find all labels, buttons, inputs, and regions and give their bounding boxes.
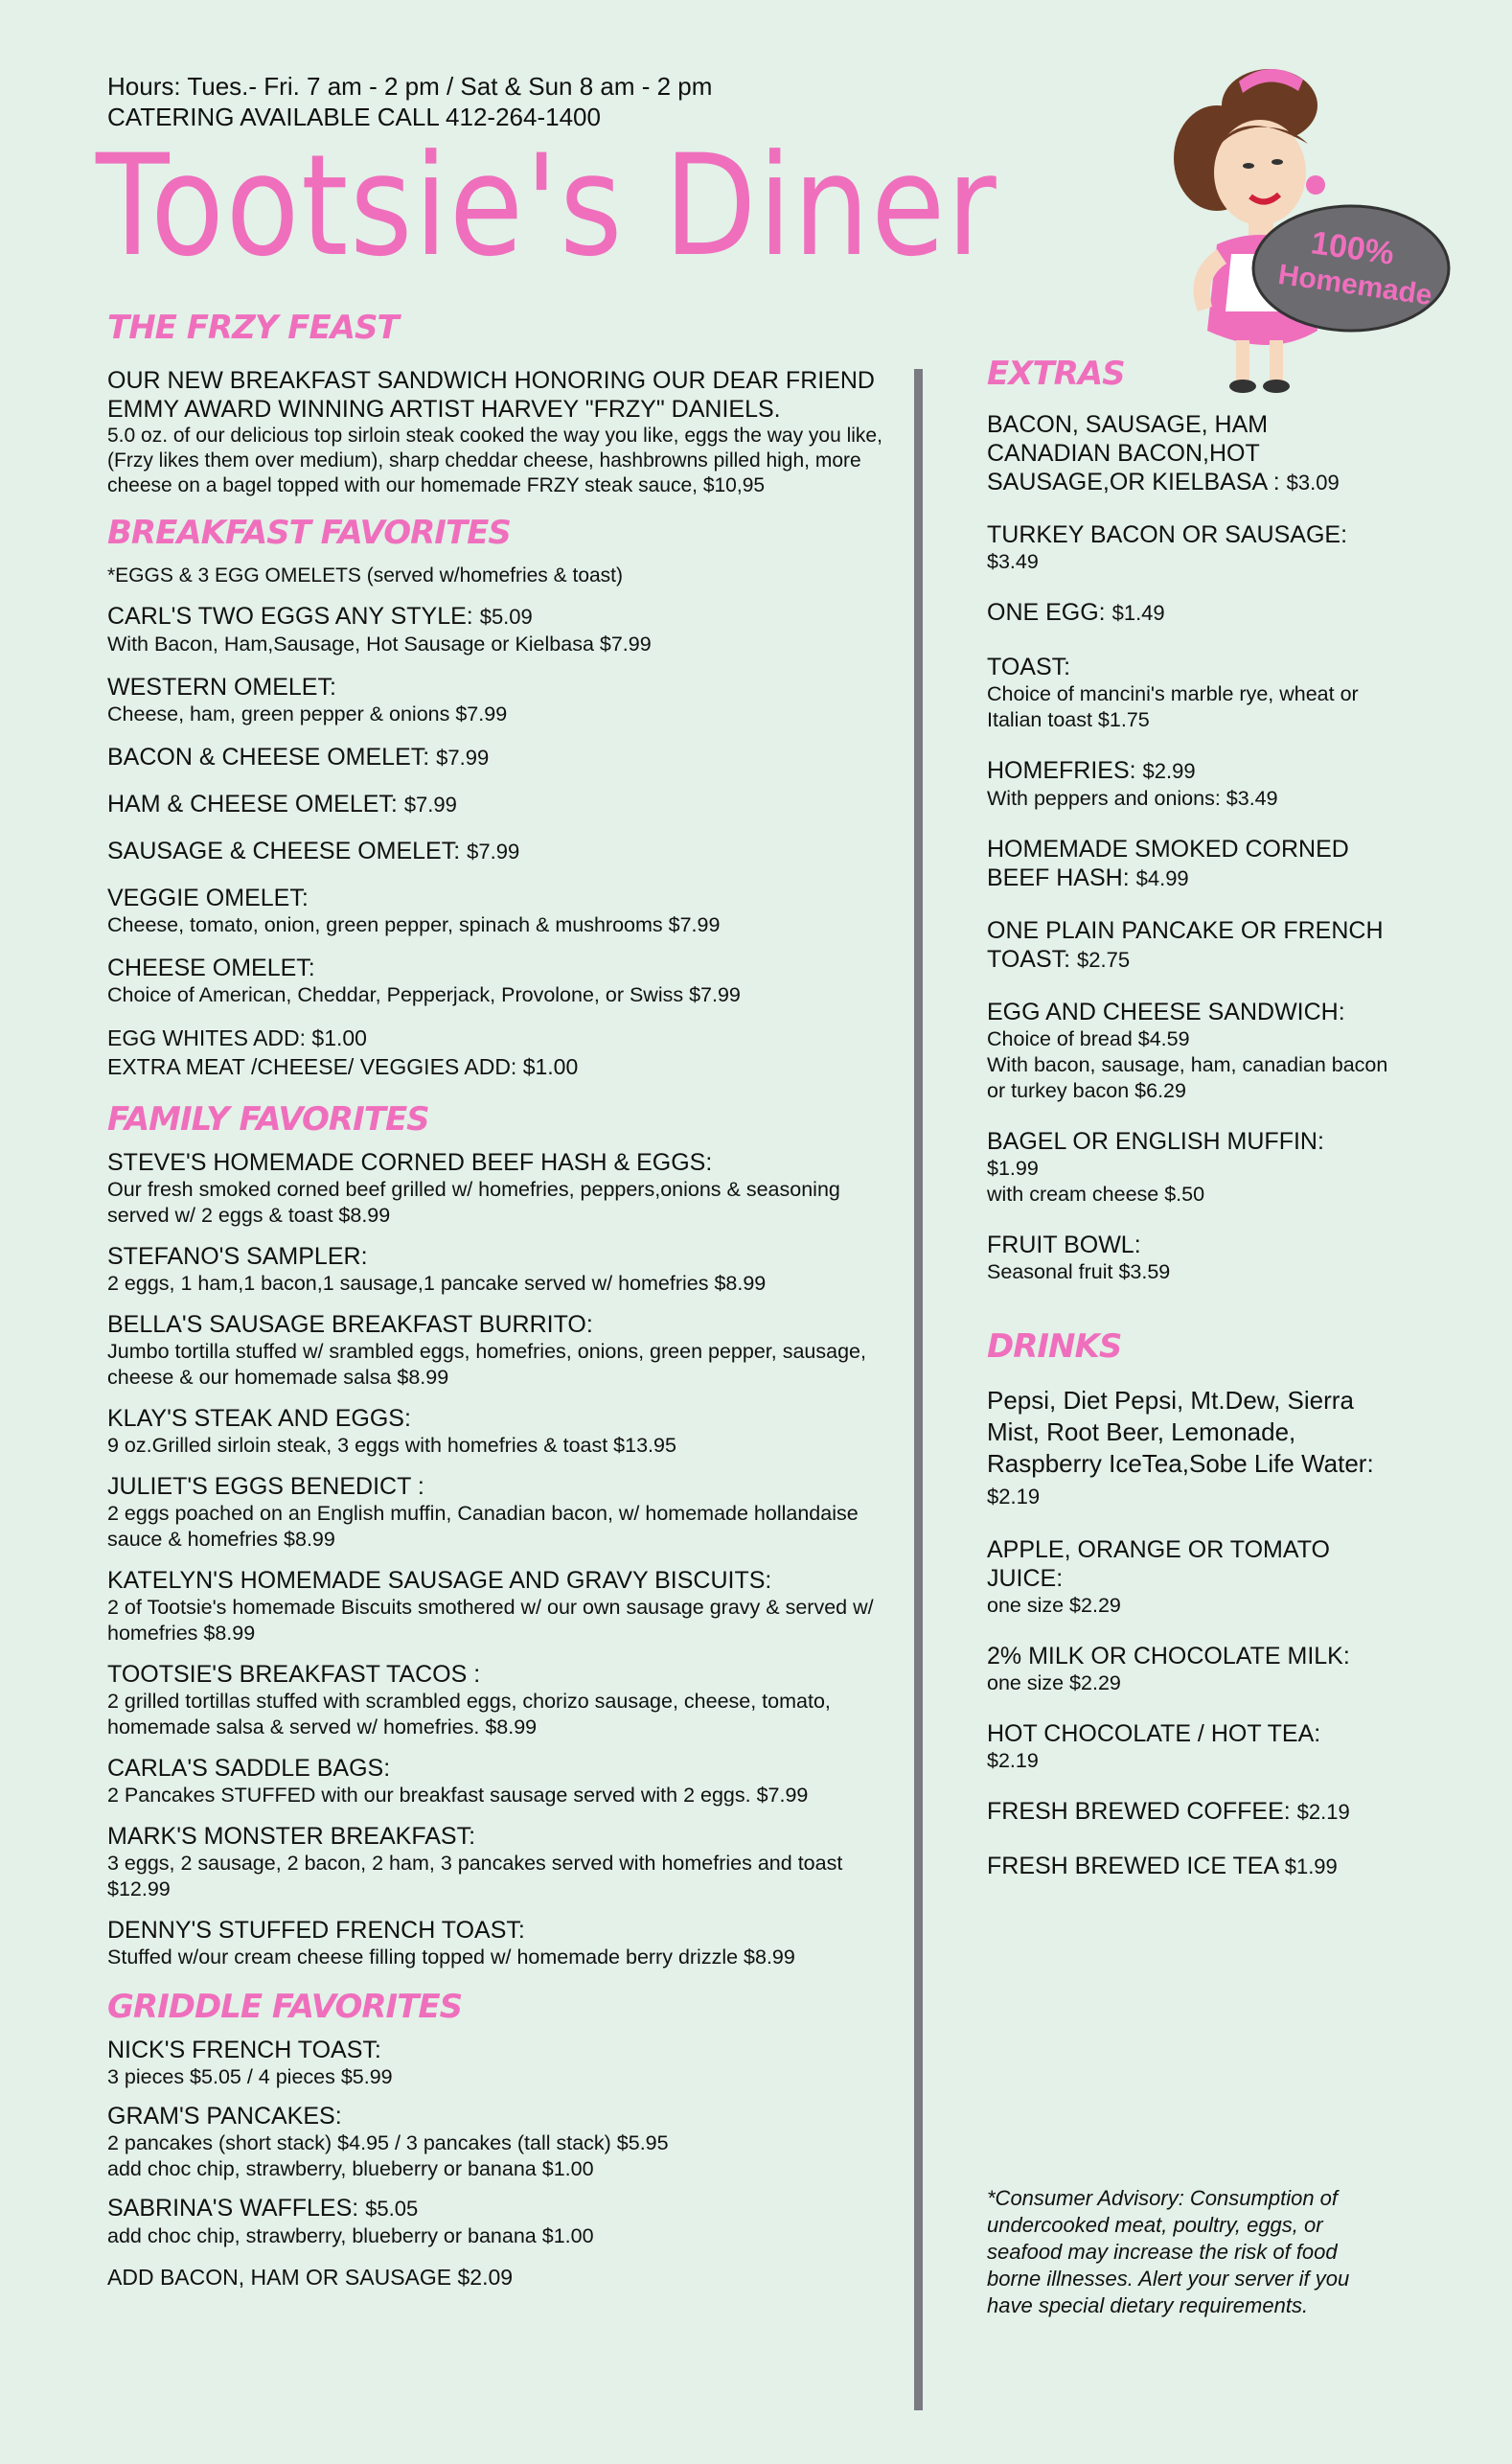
frzy-desc: 5.0 oz. of our delicious top sirloin steak cooked the way you like, eggs the way you like, (Frzy likes them over medium), sharp cheddar cheese, hashbrowns pilled high, more cheese on a bagel topped with our homemade FRZY steak sauce, $10,95 [107,425,882,496]
item-desc: With Bacon, Ham,Sausage, Hot Sausage or Kielbasa $7.99 [107,633,652,656]
menu-item [107,1472,893,1553]
menu-item [107,837,893,866]
item-desc: $2.19 [987,1749,1039,1772]
item-name: FRESH BREWED ICE TEA [987,1853,1278,1879]
item-price: $7.99 [467,840,520,864]
item-name: HOT CHOCOLATE / HOT TEA: [987,1720,1321,1747]
item-price: $4.99 [1135,866,1189,890]
frzy-headline: OUR NEW BREAKFAST SANDWICH HONORING OUR DEAR FRIEND EMMY AWARD WINNING ARTIST HARVEY "FRZY" DANIELS. [107,367,875,423]
item-desc-extra: with cream cheese $.50 [987,1183,1205,1206]
drinks-list [987,1385,1389,1881]
add-meat: ADD BACON, HAM OR SAUSAGE $2.09 [107,2265,514,2290]
item-desc: 2 Pancakes STUFFED with our breakfast sausage served with 2 eggs. $7.99 [107,1784,809,1807]
family-list [107,1148,893,1970]
item-name: WESTERN OMELET: [107,674,336,701]
item-desc: one size $2.29 [987,1671,1121,1694]
item-name: KATELYN'S HOMEMADE SAUSAGE AND GRAVY BISCUITS: [107,1567,772,1594]
menu-item [107,1404,893,1459]
item-desc: 3 eggs, 2 sausage, 2 bacon, 2 ham, 3 pancakes served with homefries and toast $12.99 [107,1852,843,1900]
item-desc: Choice of bread $4.59 [987,1027,1190,1050]
item-desc: Our fresh smoked corned beef grilled w/ homefries, peppers,onions & seasoning served w/ 2 eggs & toast $8.99 [107,1178,840,1227]
right-column [987,355,1389,1881]
menu-item [987,1231,1389,1285]
item-name: STEFANO'S SAMPLER: [107,1243,368,1270]
item-name: CARLA'S SADDLE BAGS: [107,1755,391,1782]
item-desc: Jumbo tortilla stuffed w/ srambled eggs, homefries, onions, green pepper, sausage, cheese & our homemade salsa $8.99 [107,1340,866,1389]
item-name: NICK'S FRENCH TOAST: [107,2037,381,2063]
item-desc: 2 pancakes (short stack) $4.95 / 3 pancakes (tall stack) $5.95 [107,2131,669,2154]
item-desc: add choc chip, strawberry, blueberry or banana $1.00 [107,2224,594,2247]
menu-item [987,410,1389,497]
item-desc: 2 eggs, 1 ham,1 bacon,1 sausage,1 pancake served w/ homefries $8.99 [107,1272,767,1295]
item-price: $5.05 [365,2197,419,2221]
item-price: $2.19 [1296,1800,1350,1824]
menu-item [107,954,893,1008]
menu-item [987,1642,1389,1696]
menu-item [107,2194,893,2249]
item-name: BACON, SAUSAGE, HAM CANADIAN BACON,HOT SAUSAGE,OR KIELBASA : [987,411,1280,495]
item-name: 2% MILK OR CHOCOLATE MILK: [987,1643,1350,1670]
breakfast-list [107,602,893,1081]
badge-line2: Homemade [1275,258,1434,312]
item-name: HOMEMADE SMOKED CORNED BEEF HASH: [987,836,1349,891]
item-name: BACON & CHEESE OMELET: [107,744,430,771]
menu-item [107,1148,893,1229]
item-desc: 2 grilled tortillas stuffed with scrambled eggs, chorizo sausage, cheese, tomato, homemade salsa & served w/ homefries. $8.99 [107,1690,831,1739]
item-name: TURKEY BACON OR SAUSAGE: [987,521,1348,548]
item-name: BAGEL OR ENGLISH MUFFIN: [987,1128,1324,1155]
item-name: STEVE'S HOMEMADE CORNED BEEF HASH & EGGS: [107,1149,713,1176]
catering-text: CATERING AVAILABLE CALL 412-264-1400 [107,103,601,131]
menu-item [107,673,893,727]
item-desc: With peppers and onions: $3.49 [987,787,1278,810]
section-title-extras: EXTRAS [987,355,1125,393]
menu-item [107,2102,893,2182]
menu-item [987,653,1389,733]
menu-item [987,1127,1389,1208]
item-name: Pepsi, Diet Pepsi, Mt.Dew, Sierra Mist, Root Beer, Lemonade, Raspberry IceTea,Sobe Life Water: [987,1386,1374,1478]
item-name: GRAM'S PANCAKES: [107,2103,342,2130]
hours-info [107,71,712,132]
menu-item [987,916,1389,975]
item-desc: Cheese, ham, green pepper & onions $7.99 [107,702,508,725]
left-column [107,309,893,2291]
badge-line1: 100% [1308,224,1397,272]
item-desc: $1.99 [987,1157,1039,1180]
item-name: FRESH BREWED COFFEE: [987,1798,1291,1825]
item-desc: Seasonal fruit $3.59 [987,1260,1171,1283]
menu-item [107,1822,893,1902]
menu-item [107,1660,893,1740]
item-name: CARL'S TWO EGGS ANY STYLE: [107,603,473,630]
item-name: ONE EGG: [987,599,1106,626]
frzy-item [107,366,893,498]
item-desc-extra: With bacon, sausage, ham, canadian bacon or turkey bacon $6.29 [987,1053,1388,1102]
menu-item [987,1385,1389,1512]
item-desc: Stuffed w/our cream cheese filling topped w/ homemade berry drizzle $8.99 [107,1946,795,1969]
item-price: $5.09 [479,605,533,629]
menu-item [987,756,1389,812]
item-desc: one size $2.29 [987,1594,1121,1617]
section-title-griddle: GRIDDLE FAVORITES [107,1988,463,2026]
column-divider [914,369,923,2410]
menu-item [107,1754,893,1808]
item-desc: 2 of Tootsie's homemade Biscuits smothered w/ our own sausage gravy & served w/ homefries $8.99 [107,1596,874,1645]
menu-item [107,1566,893,1647]
item-name: CHEESE OMELET: [107,955,315,981]
item-price: $7.99 [436,746,490,770]
waitress-mascot-icon [1126,53,1452,398]
menu-item [987,598,1389,628]
section-title-frzy: THE FRZY FEAST [107,309,399,347]
hours-text: Hours: Tues.- Fri. 7 am - 2 pm / Sat & Sun 8 am - 2 pm [107,72,713,101]
section-title-drinks: DRINKS [987,1327,1122,1366]
item-desc-extra: add choc chip, strawberry, blueberry or banana $1.00 [107,2157,594,2180]
section-title-family: FAMILY FAVORITES [107,1100,429,1139]
breakfast-note: *EGGS & 3 EGG OMELETS (served w/homefries & toast) [107,564,624,587]
section-title-breakfast: BREAKFAST FAVORITES [107,514,511,552]
item-price: $2.75 [1077,948,1131,972]
item-name: TOAST: [987,654,1071,680]
menu-item [107,790,893,819]
item-name: MARK'S MONSTER BREAKFAST: [107,1823,476,1850]
item-desc: Choice of American, Cheddar, Pepperjack, Provolone, or Swiss $7.99 [107,983,741,1006]
consumer-advisory: *Consumer Advisory: Consumption of undercooked meat, poultry, eggs, or seafood may increase the risk of food borne illnesses. Alert your server if you have special dietary requirements. [987,2186,1350,2317]
item-price: $3.09 [1286,471,1340,495]
item-price: $1.99 [1284,1854,1338,1878]
diner-title: Tootsie's Diner [96,125,998,288]
item-name: SABRINA'S WAFFLES: [107,2195,359,2222]
menu-item [107,1310,893,1391]
menu-item [987,998,1389,1104]
item-price: $7.99 [403,793,457,817]
item-name: TOOTSIE'S BREAKFAST TACOS : [107,1661,481,1688]
item-name: SAUSAGE & CHEESE OMELET: [107,838,461,864]
add-egg-whites: EGG WHITES ADD: $1.00 [107,1025,367,1050]
menu-item [987,1719,1389,1774]
menu-item [987,835,1389,893]
menu-item [107,1242,893,1297]
item-price: $2.99 [1142,759,1196,783]
item-desc: 9 oz.Grilled sirloin steak, 3 eggs with homefries & toast $13.95 [107,1434,676,1457]
item-name: VEGGIE OMELET: [107,885,309,911]
menu-item [987,1852,1389,1881]
item-name: HAM & CHEESE OMELET: [107,791,398,817]
item-desc: Choice of mancini's marble rye, wheat or Italian toast $1.75 [987,682,1359,731]
item-name: APPLE, ORANGE OR TOMATO JUICE: [987,1536,1330,1592]
menu-item [107,743,893,772]
item-name: ONE PLAIN PANCAKE OR FRENCH TOAST: [987,917,1384,973]
item-name: BELLA'S SAUSAGE BREAKFAST BURRITO: [107,1311,593,1338]
item-desc: Cheese, tomato, onion, green pepper, spinach & mushrooms $7.99 [107,913,721,936]
item-name: FRUIT BOWL: [987,1232,1141,1258]
item-name: DENNY'S STUFFED FRENCH TOAST: [107,1917,525,1944]
menu-item [107,2036,893,2090]
add-extra: EXTRA MEAT /CHEESE/ VEGGIES ADD: $1.00 [107,1054,579,1079]
extras-list [987,410,1389,1285]
menu-item [987,520,1389,575]
griddle-list [107,2036,893,2291]
item-price: $1.49 [1111,601,1165,625]
item-desc: 2 eggs poached on an English muffin, Canadian bacon, w/ homemade hollandaise sauce & homefries $8.99 [107,1502,859,1551]
item-desc: 3 pieces $5.05 / 4 pieces $5.99 [107,2065,393,2088]
item-name: EGG AND CHEESE SANDWICH: [987,999,1345,1025]
menu-item [107,1916,893,1970]
item-name: JULIET'S EGGS BENEDICT : [107,1473,424,1500]
item-name: KLAY'S STEAK AND EGGS: [107,1405,411,1432]
menu-item [107,602,893,657]
item-name: HOMEFRIES: [987,757,1136,784]
item-price: $2.19 [987,1485,1041,1508]
menu-item [987,1535,1389,1619]
menu-item [107,884,893,938]
menu-item [987,1797,1389,1827]
item-desc: $3.49 [987,550,1039,573]
